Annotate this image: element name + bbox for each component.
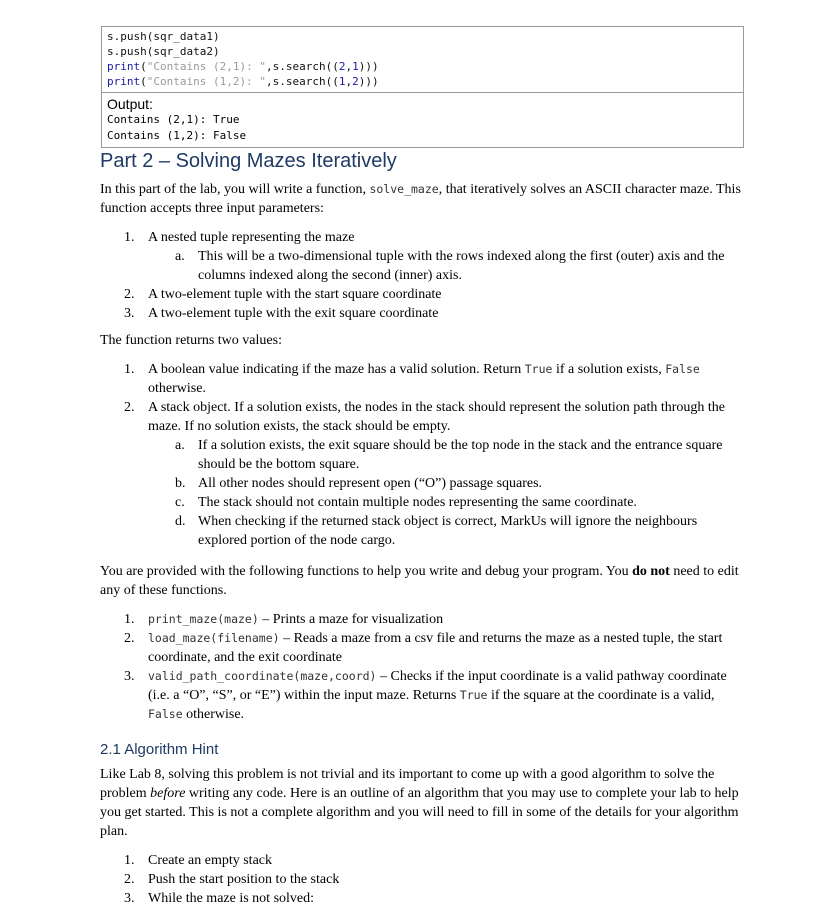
intro-paragraph: [100, 180, 745, 218]
text-run: A two-element tuple with the exit square coordinate: [148, 306, 439, 321]
text-run: writing any code. Here is an outline of an algorithm that you may use to complete your lab to help you get started. This is not a complete algorithm and you will need to fill in some of the details for your algorithm plan.: [100, 786, 739, 839]
code-token: ,: [345, 60, 353, 73]
output-label: Output:: [107, 96, 153, 112]
code-token: s.push(sqr_data2): [107, 45, 220, 58]
hint-paragraph: [100, 765, 745, 841]
text-run: if the square at the coordinate is a valid,: [487, 688, 715, 703]
returns-intro: The function returns two values:: [100, 333, 282, 348]
code-line: [107, 44, 738, 59]
code-token: ))): [358, 60, 379, 73]
text-run: This will be a two-dimensional tuple with the rows indexed along the first (outer) axis and the columns indexed along the second (inner) axis.: [198, 249, 725, 283]
text-run: – Reads a maze from a csv file and returns the maze as a nested tuple, the start coordinate, and the exit coordinate: [148, 631, 723, 665]
list-number: 1.: [124, 230, 135, 245]
return-item-sub: [100, 512, 745, 550]
text-run: , that iteratively solves an ASCII character maze. This function accepts three input parameters:: [100, 182, 741, 216]
output-lines: [107, 112, 738, 144]
code-line: [107, 74, 738, 89]
return-item: [100, 360, 745, 398]
algorithm-step: [100, 851, 745, 870]
output-block: [102, 93, 743, 147]
code-token: 2: [352, 75, 359, 88]
list-letter: b.: [175, 476, 186, 491]
list-number: 2.: [124, 872, 135, 887]
return-item: [100, 398, 745, 436]
code-token: (: [140, 60, 147, 73]
returns-list: [100, 360, 745, 550]
text-run: Push the start position to the stack: [148, 872, 340, 887]
code-example-box: [101, 26, 744, 148]
text-run: otherwise.: [148, 381, 206, 396]
list-number: 1.: [124, 612, 135, 627]
parameter-item: [100, 228, 745, 247]
output-line: Contains (2,1): True: [107, 113, 240, 126]
parameter-item: [100, 304, 745, 323]
code-token: ))): [358, 75, 379, 88]
inline-code: True: [459, 688, 488, 702]
part2-heading: Part 2 – Solving Mazes Iteratively: [100, 150, 397, 172]
function-item: [100, 667, 745, 724]
parameter-item: [100, 285, 745, 304]
text-run: do not: [632, 564, 670, 579]
code-line: [107, 59, 738, 74]
code-token: 1: [338, 75, 346, 88]
code-token: (: [140, 75, 147, 88]
text-run: need to edit any of these functions.: [100, 564, 739, 598]
return-item-sub: [100, 436, 745, 474]
function-item: [100, 629, 745, 667]
function-item: [100, 610, 745, 629]
text-run: The stack should not contain multiple nodes representing the same coordinate.: [198, 495, 637, 510]
code-token: ,s.search((: [265, 60, 339, 73]
list-number: 2.: [124, 631, 135, 646]
text-run: All other nodes should represent open (“O”) passage squares.: [198, 476, 543, 491]
provided-paragraph: [100, 562, 745, 600]
text-run: In this part of the lab, you will write a function,: [100, 182, 370, 197]
list-letter: d.: [175, 514, 186, 529]
text-run: – Checks if the input coordinate is a valid pathway coordinate (i.e. a “O”, “S”, or “E”) within the input maze. Returns: [148, 669, 727, 703]
code-token: "Contains (2,1): ": [146, 60, 266, 73]
output-line: Contains (1,2): False: [107, 129, 247, 142]
code-token: print: [107, 75, 141, 88]
text-run: If a solution exists, the exit square should be the top node in the stack and the entrance square should be the bottom square.: [198, 438, 723, 472]
functions-list: [100, 610, 745, 724]
code-token: ,: [345, 75, 353, 88]
return-item-sub: [100, 493, 745, 512]
inline-code: load_maze(filename): [148, 631, 280, 645]
code-token: print: [107, 60, 141, 73]
text-run: While the maze is not solved:: [148, 891, 315, 906]
code-token: 2: [338, 60, 346, 73]
list-number: 1.: [124, 362, 135, 377]
algorithm-steps-list: [100, 851, 745, 908]
inline-code: False: [148, 707, 183, 721]
code-block: [102, 27, 743, 93]
list-number: 1.: [124, 853, 135, 868]
inline-code: solve_maze: [369, 182, 439, 196]
text-run: A boolean value indicating if the maze has a valid solution. Return: [148, 362, 525, 377]
code-token: 1: [352, 60, 359, 73]
hint-heading: 2.1 Algorithm Hint: [100, 741, 219, 758]
text-run: – Prints a maze for visualization: [258, 612, 444, 627]
inline-code: print_maze(maze): [148, 612, 259, 626]
algorithm-step: [100, 889, 745, 908]
text-run: A nested tuple representing the maze: [148, 230, 355, 245]
hint-body: [100, 765, 745, 908]
return-item-sub: [100, 474, 745, 493]
inline-code: True: [524, 362, 553, 376]
list-number: 3.: [124, 891, 135, 906]
text-run: A stack object. If a solution exists, the nodes in the stack should represent the solution path through the maze. If no solution exists, the stack should be empty.: [148, 400, 726, 434]
text-run: Like Lab 8, solving this problem is not trivial and its important to come up with a good algorithm to solve the problem: [100, 767, 715, 801]
text-run: Create an empty stack: [148, 853, 273, 868]
inline-code: valid_path_coordinate(maze,coord): [148, 669, 377, 683]
list-letter: c.: [175, 495, 185, 510]
list-number: 3.: [124, 669, 135, 684]
list-number: 2.: [124, 400, 135, 415]
text-run: When checking if the returned stack object is correct, MarkUs will ignore the neighbours explored portion of the node cargo.: [198, 514, 698, 548]
algorithm-step: [100, 870, 745, 889]
part2-body: [100, 180, 745, 724]
code-token: ,s.search((: [265, 75, 339, 88]
text-run: A two-element tuple with the start square coordinate: [148, 287, 442, 302]
text-run: if a solution exists,: [552, 362, 666, 377]
code-token: s.push(sqr_data1): [107, 30, 220, 43]
text-run: before: [150, 786, 186, 801]
inline-code: False: [665, 362, 700, 376]
list-number: 3.: [124, 306, 135, 321]
parameter-list: [100, 228, 745, 323]
text-run: otherwise.: [182, 707, 245, 722]
code-token: "Contains (1,2): ": [146, 75, 266, 88]
parameter-item-sub: [100, 247, 745, 285]
list-number: 2.: [124, 287, 135, 302]
code-line: [107, 29, 738, 44]
list-letter: a.: [175, 438, 185, 453]
text-run: You are provided with the following functions to help you write and debug your program. You: [100, 564, 633, 579]
list-letter: a.: [175, 249, 185, 264]
